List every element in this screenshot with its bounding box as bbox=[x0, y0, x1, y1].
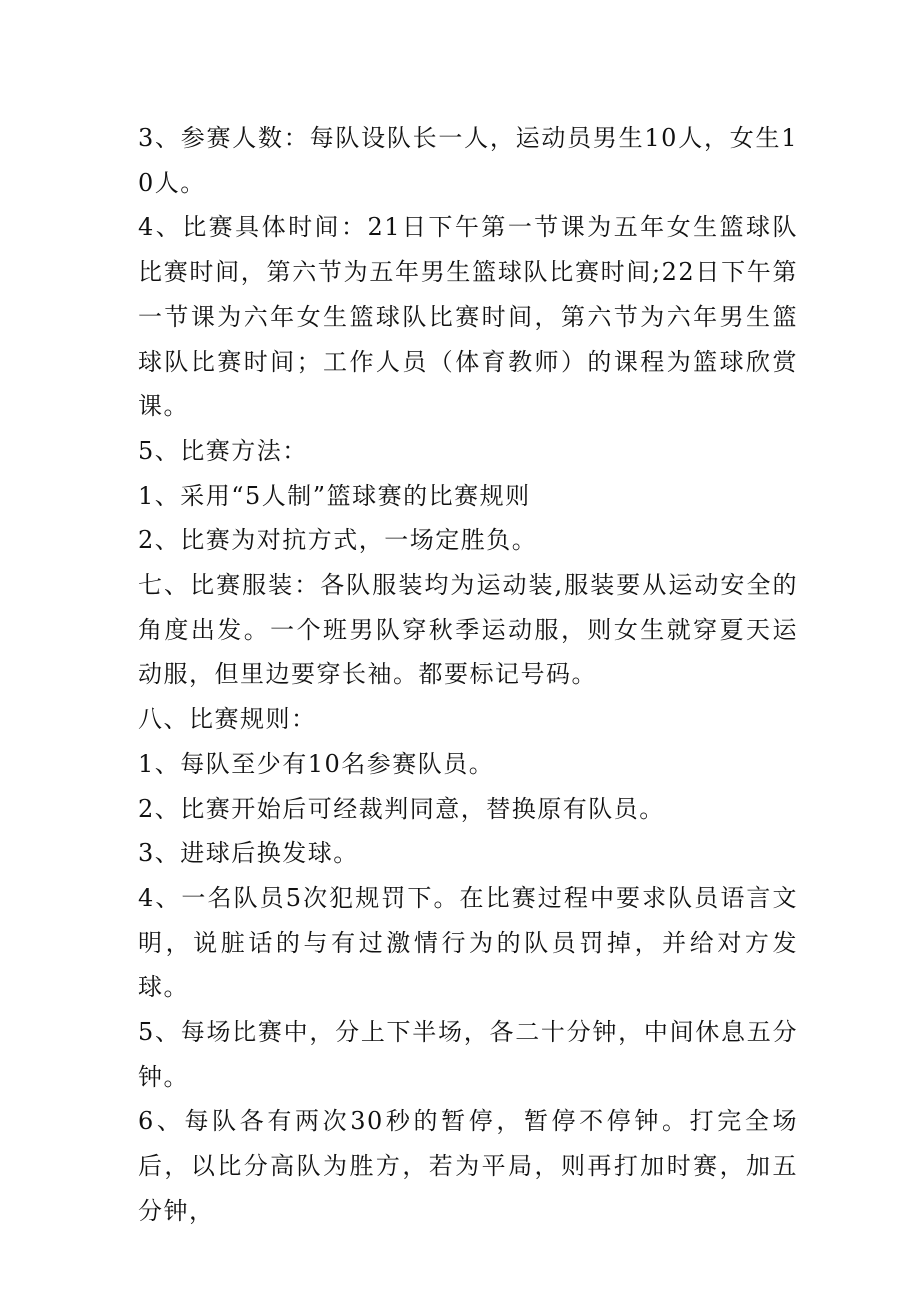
paragraph-method-rule-2: 2、比赛为对抗方式，一场定胜负。 bbox=[138, 526, 538, 555]
paragraph-rule-6: 6、每队各有两次30秒的暂停，暂停不停钟。打完全场后，以比分高队为胜方，若为平局，则再打加时赛，加五分钟， bbox=[138, 1107, 798, 1225]
paragraph-rules-heading: 八、比赛规则： bbox=[138, 705, 317, 734]
paragraph-uniforms: 七、比赛服装：各队服装均为运动装,服装要从运动安全的角度出发。一个班男队穿秋季运动服，则女生就穿夏天运动服，但里边要穿长袖。都要标记号码。 bbox=[138, 571, 798, 689]
paragraph-rule-2: 2、比赛开始后可经裁判同意，替换原有队员。 bbox=[138, 794, 665, 823]
paragraph-rule-4: 4、一名队员5次犯规罚下。在比赛过程中要求队员语言文明，说脏话的与有过激情行为的队员罚掉，并给对方发球。 bbox=[138, 883, 798, 1002]
paragraph-participants: 3、参赛人数：每队设队长一人，运动员男生10人，女生10人。 bbox=[138, 124, 798, 197]
paragraph-rule-5: 5、每场比赛中，分上下半场，各二十分钟，中间休息五分钟。 bbox=[138, 1018, 798, 1091]
paragraph-method-rule-1: 1、采用“5人制”篮球赛的比赛规则 bbox=[138, 481, 531, 510]
document-body bbox=[138, 116, 798, 1234]
paragraph-schedule: 4、比赛具体时间：21日下午第一节课为五年女生篮球队比赛时间，第六节为五年男生篮球队比赛时间;22日下午第一节课为六年女生篮球队比赛时间，第六节为六年男生篮球队比赛时间；工作人员（体育教师）的课程为篮球欣赏课。 bbox=[138, 213, 798, 421]
paragraph-method-heading: 5、比赛方法： bbox=[138, 436, 308, 465]
paragraph-rule-3: 3、进球后换发球。 bbox=[138, 839, 359, 868]
paragraph-rule-1: 1、每队至少有10名参赛队员。 bbox=[138, 749, 495, 778]
